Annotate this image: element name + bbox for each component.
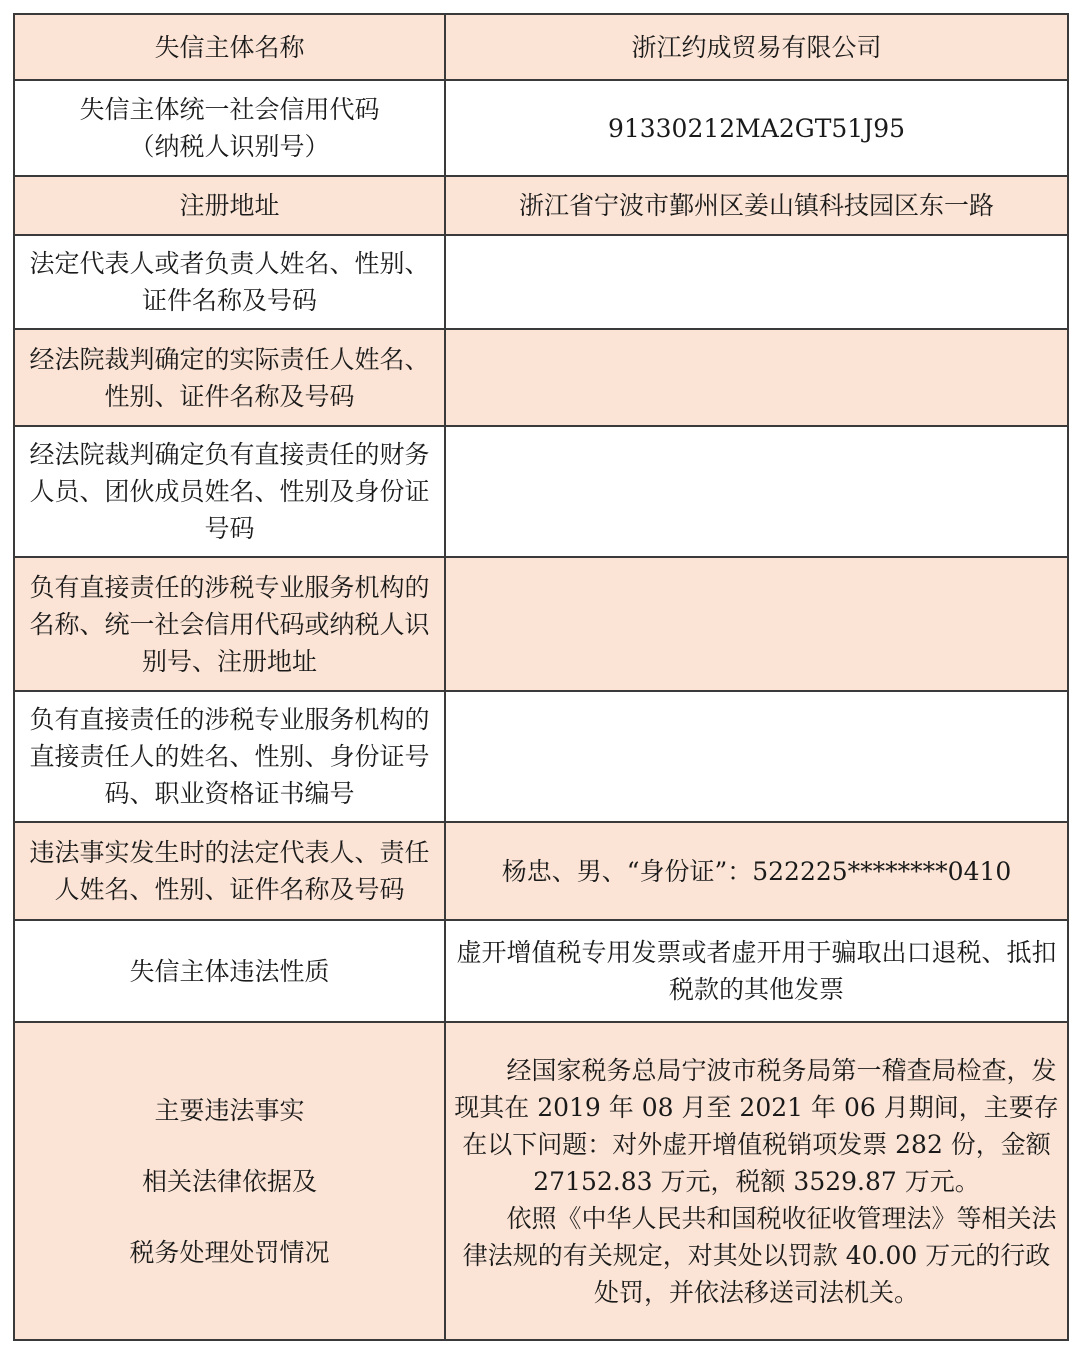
label-line: 税务处理处罚情况 <box>129 1237 330 1267</box>
row-value: 浙江省宁波市鄞州区姜山镇科技园区东一路 <box>445 176 1068 235</box>
table-row <box>14 176 1068 235</box>
row-label: 注册地址 <box>14 176 445 235</box>
row-label: 负有直接责任的涉税专业服务机构的直接责任人的姓名、性别、身份证号码、职业资格证书编号 <box>14 691 445 822</box>
row-value <box>445 691 1068 822</box>
row-value: 91330212MA2GT51J95 <box>445 80 1068 176</box>
row-label: 经法院裁判确定负有直接责任的财务人员、团伙成员姓名、性别及身份证号码 <box>14 426 445 557</box>
row-value <box>445 235 1068 329</box>
row-value: 浙江约成贸易有限公司 <box>445 14 1068 80</box>
table-row <box>14 329 1068 426</box>
row-label <box>14 1022 445 1340</box>
row-value: 杨忠、男、“身份证”：522225********0410 <box>445 822 1068 920</box>
table-row <box>14 1022 1068 1340</box>
row-value <box>445 329 1068 426</box>
row-value <box>445 426 1068 557</box>
label-line: 主要违法事实 <box>154 1095 305 1125</box>
table-row <box>14 691 1068 822</box>
table-row <box>14 920 1068 1022</box>
table-row <box>14 80 1068 176</box>
table-row <box>14 822 1068 920</box>
dishonest-entity-table <box>13 13 1069 1341</box>
row-label: 失信主体违法性质 <box>14 920 445 1022</box>
row-label: 违法事实发生时的法定代表人、责任人姓名、性别、证件名称及号码 <box>14 822 445 920</box>
label-line: 相关法律依据及 <box>141 1166 317 1196</box>
row-label: 法定代表人或者负责人姓名、性别、证件名称及号码 <box>14 235 445 329</box>
row-label: 失信主体名称 <box>14 14 445 80</box>
violation-facts <box>445 1022 1068 1340</box>
table-row <box>14 426 1068 557</box>
row-label: 经法院裁判确定的实际责任人姓名、性别、证件名称及号码 <box>14 329 445 426</box>
table-row <box>14 235 1068 329</box>
facts-paragraph: 经国家税务总局宁波市税务局第一稽查局检查，发现其在 2019 年 08 月至 2021 年 06 月期间，主要存在以下问题：对外虚开增值税销项发票 282 份，金额 27152.83 万元，税额 3529.87 万元。 <box>454 1055 1059 1196</box>
penalty-paragraph: 依照《中华人民共和国税收征收管理法》等相关法律法规的有关规定，对其处以罚款 40.00 万元的行政处罚，并依法移送司法机关。 <box>462 1203 1057 1307</box>
table-row <box>14 14 1068 80</box>
row-value: 虚开增值税专用发票或者虚开用于骗取出口退税、抵扣税款的其他发票 <box>445 920 1068 1022</box>
row-label: 负有直接责任的涉税专业服务机构的名称、统一社会信用代码或纳税人识别号、注册地址 <box>14 557 445 691</box>
row-label <box>14 80 445 176</box>
label-line: （纳税人识别号） <box>129 132 330 161</box>
label-line: 失信主体统一社会信用代码 <box>79 95 380 124</box>
table-row <box>14 557 1068 691</box>
row-value <box>445 557 1068 691</box>
